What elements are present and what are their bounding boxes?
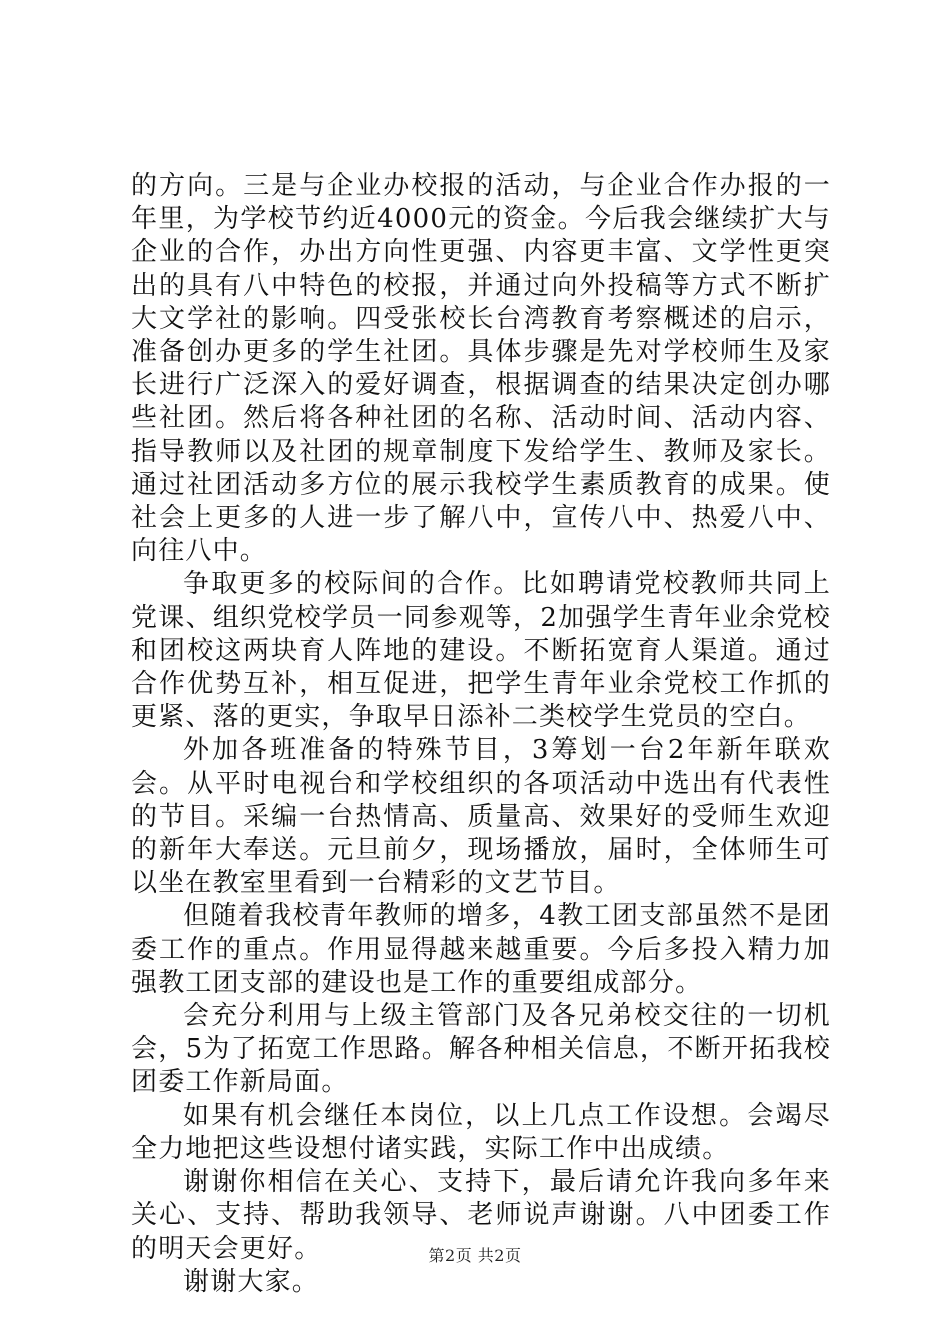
paragraph-5: 会充分利用与上级主管部门及各兄弟校交往的一切机会，5为了拓宽工作思路。解各种相关信息，不断开拓我校团委工作新局面。	[131, 1001, 831, 1098]
page-footer: 第2页 共2页	[428, 1246, 522, 1265]
paragraph-4: 但随着我校青年教师的增多，4教工团支部虽然不是团委工作的重点。作用显得越来越重要。今后多投入精力加强教工团支部的建设也是工作的重要组成部分。	[131, 901, 831, 998]
paragraph-8: 谢谢大家。	[183, 1266, 320, 1297]
paragraph-2: 争取更多的校际间的合作。比如聘请党校教师共同上党课、组织党校学员一同参观等，2加强学生青年业余党校和团校这两块育人阵地的建设。不断拓宽育人渠道。通过合作优势互补，相互促进，把学生青年业余党校工作抓的更紧、落的更实，争取早日添补二类校学生党员的空白。	[131, 569, 831, 733]
paragraph-6: 如果有机会继任本岗位，以上几点工作设想。会竭尽全力地把这些设想付诸实践，实际工作中出成绩。	[131, 1100, 831, 1164]
paragraph-3: 外加各班准备的特殊节目，3筹划一台2年新年联欢会。从平时电视台和学校组织的各项活动中选出有代表性的节目。采编一台热情高、质量高、效果好的受师生欢迎的新年大奉送。元旦前夕，现场播放，届时，全体师生可以坐在教室里看到一台精彩的文艺节目。	[131, 735, 831, 899]
document-body	[131, 170, 831, 1299]
paragraph-7: 谢谢你相信在关心、支持下，最后请允许我向多年来关心、支持、帮助我领导、老师说声谢谢。八中团委工作的明天会更好。	[131, 1167, 831, 1264]
paragraph-1: 的方向。三是与企业办校报的活动，与企业合作办报的一年里，为学校节约近4000元的资金。今后我会继续扩大与企业的合作，办出方向性更强、内容更丰富、文学性更突出的具有八中特色的校报，并通过向外投稿等方式不断扩大文学社的影响。四受张校长台湾教育考察概述的启示，准备创办更多的学生社团。具体步骤是先对学校师生及家长进行广泛深入的爱好调查，根据调查的结果决定创办哪些社团。然后将各种社团的名称、活动时间、活动内容、指导教师以及社团的规章制度下发给学生、教师及家长。通过社团活动多方位的展示我校学生素质教育的成果。使社会上更多的人进一步了解八中，宣传八中、热爱八中、向往八中。	[131, 171, 831, 567]
